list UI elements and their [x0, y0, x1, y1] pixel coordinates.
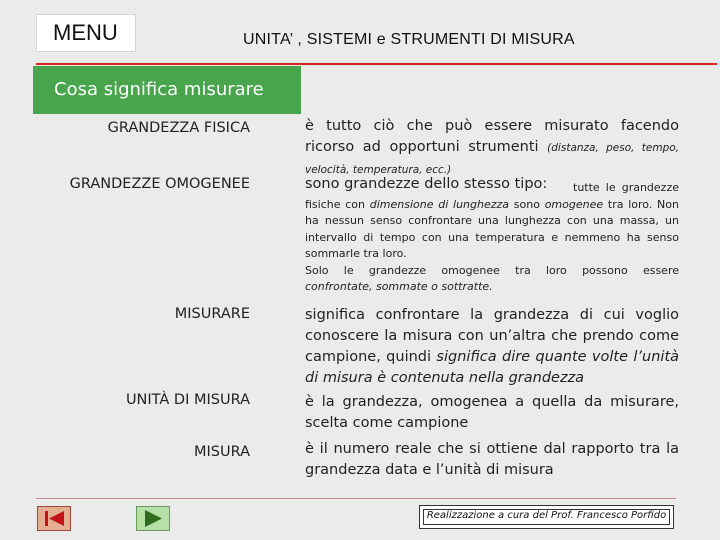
definition-grandezza-fisica	[305, 116, 679, 181]
definition-part: tra loro. Non ha nessun senso confrontare una lunghezza con una massa, un intervallo di tempo con una temperatura e nemmeno ha senso sommarle tra loro.	[305, 197, 679, 260]
definition-unita-di-misura: è la grandezza, omogenea a quella da misurare, scelta come campione	[305, 394, 679, 431]
section-title-box	[33, 66, 301, 114]
first-slide-button[interactable]	[37, 506, 71, 531]
slide-header-title: UNITA’ , SISTEMI e STRUMENTI DI MISURA	[243, 31, 575, 48]
section-title: Cosa significa misurare	[54, 79, 264, 100]
next-slide-button[interactable]	[136, 506, 170, 531]
term-misura: MISURA	[193, 444, 250, 460]
definition-part: Solo le grandezze omogenee tra loro possono essere	[305, 263, 679, 277]
definition-emphasis: confrontate, sommate o sottratte.	[305, 280, 493, 293]
next-slide-icon	[137, 507, 169, 530]
term-misurare: MISURARE	[174, 306, 250, 322]
definition-emphasis: significa dire quante volte l’unità di misura è contenuta nella grandezza	[305, 349, 680, 386]
definition-misurare	[305, 305, 679, 389]
first-slide-icon	[38, 507, 70, 530]
definition-part: significa confrontare la grandezza di cui voglio conoscere la misura con un’altra che prendo come campione, quindi	[305, 307, 679, 365]
definition-part: tutte le grandezze fisiche con	[305, 181, 679, 211]
term-unita-di-misura: UNITÀ DI MISURA	[125, 392, 250, 408]
definition-emphasis: omogenee	[544, 197, 604, 211]
definition-text: è tutto ciò che può essere misurato facendo ricorso ad opportuni strumenti	[305, 118, 679, 155]
footer-divider	[36, 498, 676, 499]
definition-part: sono	[509, 197, 545, 211]
definition-examples: (distanza, peso, tempo, velocità, temperatura, ecc.)	[305, 142, 680, 176]
definition-grandezze-omogenee	[305, 180, 679, 296]
term-grandezza-fisica: GRANDEZZA FISICA	[107, 120, 250, 136]
menu-button-label: MENU	[53, 20, 118, 45]
term-grandezze-omogenee: GRANDEZZE OMOGENEE	[69, 176, 250, 192]
definition-lead: sono grandezze dello stesso tipo:	[305, 176, 548, 192]
author-credit-text: Realizzazione a cura del Prof. Francesco Porfido	[426, 510, 667, 521]
author-credit	[419, 505, 674, 529]
header-divider	[36, 63, 717, 65]
definition-emphasis: dimensione di lunghezza	[369, 197, 510, 211]
menu-button[interactable]	[36, 14, 136, 52]
definition-misura: è il numero reale che si ottiene dal rapporto tra la grandezza data e l’unità di misura	[305, 441, 679, 478]
